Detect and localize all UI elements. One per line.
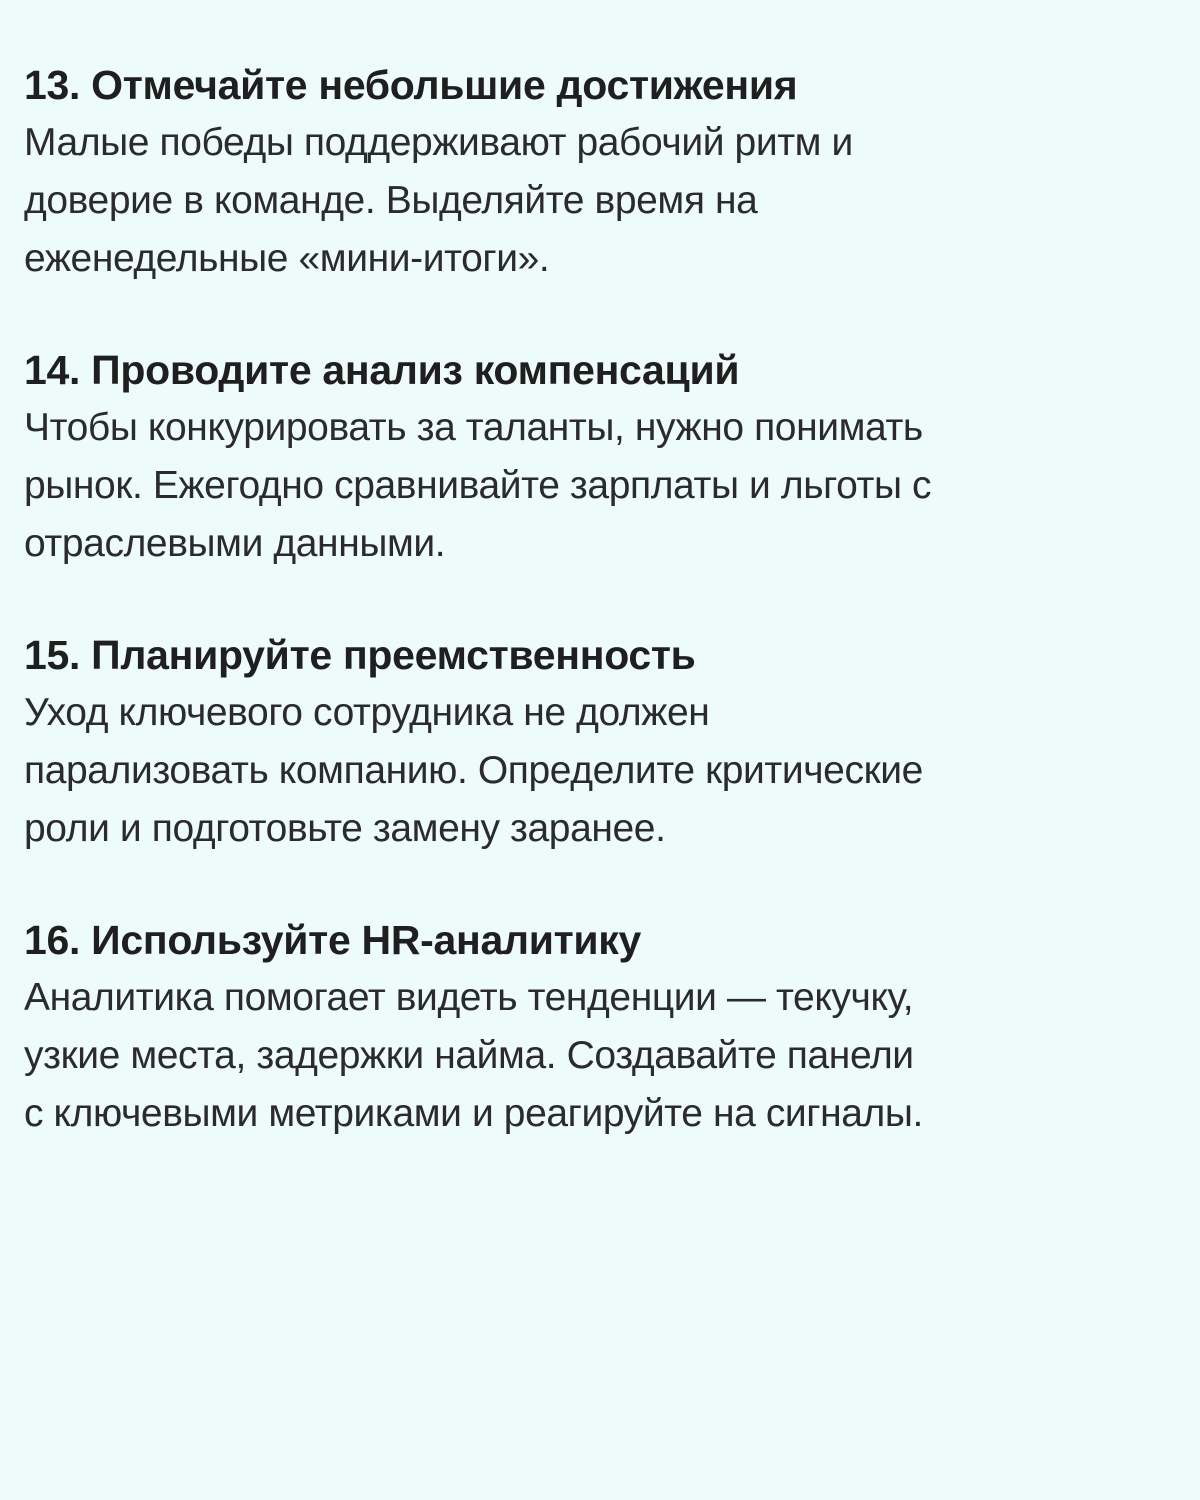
tip-13-line-2: доверие в команде. Выделяйте время на [24,179,758,222]
tip-14-line-2: рынок. Ежегодно сравнивайте зарплаты и льготы с [24,464,932,507]
tip-16-line-2: узкие места, задержки найма. Создавайте панели [24,1034,914,1077]
tip-15-line-2: парализовать компанию. Определите критические [24,749,923,792]
tip-13-line-3: еженедельные «мини-итоги». [24,237,550,280]
tip-16-line-1: Аналитика помогает видеть тенденции — текучку, [24,976,914,1019]
tip-14-line-1: Чтобы конкурировать за таланты, нужно понимать [24,406,923,449]
tip-14-section [24,341,1178,573]
tip-16-body [24,969,1178,1143]
tip-14-line-3: отраслевыми данными. [24,522,446,565]
tip-15-section [24,626,1178,858]
tip-15-body [24,684,1178,858]
tip-16-line-3: с ключевыми метриками и реагируйте на сигналы. [24,1092,923,1135]
tip-16-title: 16. Используйте HR-аналитику [24,917,642,963]
tip-15-line-1: Уход ключевого сотрудника не должен [24,691,710,734]
tip-13-title: 13. Отмечайте небольшие достижения [24,62,798,108]
tip-16-section [24,911,1178,1143]
tip-13-section [24,56,1178,288]
tip-14-body [24,399,1178,573]
tip-15-title: 15. Планируйте преемственность [24,632,696,678]
tip-14-title: 14. Проводите анализ компенсаций [24,347,740,393]
tip-13-body [24,114,1178,288]
tip-13-line-1: Малые победы поддерживают рабочий ритм и [24,121,853,164]
tip-15-line-3: роли и подготовьте замену заранее. [24,807,666,850]
